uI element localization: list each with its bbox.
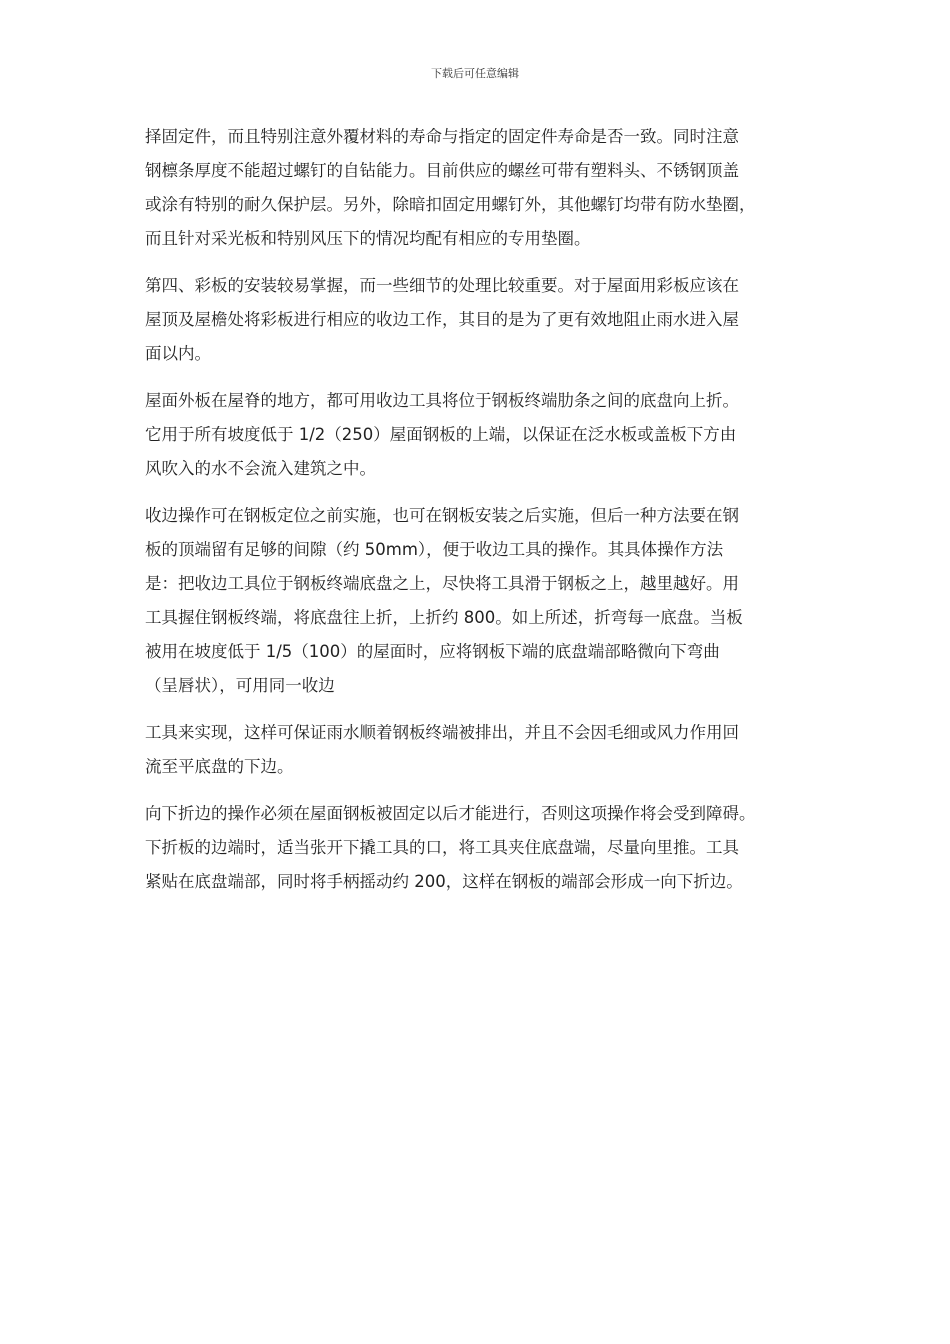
paragraph-ridge	[145, 384, 835, 486]
document-body	[145, 120, 835, 899]
text-line: 屋面外板在屋脊的地方，都可用收边工具将位于钢板终端肋条之间的底盘向上折。	[145, 391, 739, 410]
text-line: 择固定件，而且特别注意外覆材料的寿命与指定的固定件寿命是否一致。同时注意	[145, 127, 739, 146]
paragraph-gap	[145, 486, 835, 499]
text-line: 收边操作可在钢板定位之前实施，也可在钢板安装之后实施，但后一种方法要在钢	[145, 506, 739, 525]
paragraph-gap	[145, 256, 835, 269]
text-line: 板的顶端留有足够的间隙（约 50mm），便于收边工具的操作。其具体操作方法	[145, 540, 724, 559]
page-header: 下载后可任意编辑	[431, 67, 519, 80]
text-line: 被用在坡度低于 1/5（100）的屋面时，应将钢板下端的底盘端部略微向下弯曲	[145, 642, 720, 661]
text-line: 风吹入的水不会流入建筑之中。	[145, 459, 376, 478]
text-line: 向下折边的操作必须在屋面钢板被固定以后才能进行，否则这项操作将会受到障碍。	[145, 804, 756, 823]
paragraph-fasteners	[145, 120, 835, 256]
text-line: 紧贴在底盘端部，同时将手柄摇动约 200，这样在钢板的端部会形成一向下折边。	[145, 872, 743, 891]
paragraph-gap	[145, 784, 835, 797]
paragraph-gap	[145, 703, 835, 716]
paragraph-edging-operation	[145, 499, 835, 703]
text-line: 而且针对采光板和特别风压下的情况均配有相应的专用垫圈。	[145, 229, 591, 248]
paragraph-gap	[145, 371, 835, 384]
text-line: 面以内。	[145, 344, 211, 363]
text-line: 它用于所有坡度低于 1/2（250）屋面钢板的上端，以保证在泛水板或盖板下方由	[145, 425, 737, 444]
text-line: 工具握住钢板终端，将底盘往上折，上折约 800。如上所述，折弯每一底盘。当板	[145, 608, 743, 627]
paragraph-drainage	[145, 716, 835, 784]
text-line: 下折板的边端时，适当张开下撬工具的口，将工具夹住底盘端，尽量向里推。工具	[145, 838, 739, 857]
text-line: 或涂有特别的耐久保护层。另外，除暗扣固定用螺钉外，其他螺钉均带有防水垫圈，	[145, 195, 756, 214]
text-line: （呈唇状），可用同一收边	[145, 676, 335, 695]
text-line: 第四、彩板的安装较易掌握，而一些细节的处理比较重要。对于屋面用彩板应该在	[145, 276, 739, 295]
text-line: 屋顶及屋檐处将彩板进行相应的收边工作，其目的是为了更有效地阻止雨水进入屋	[145, 310, 739, 329]
paragraph-installation	[145, 269, 835, 371]
text-line: 钢檩条厚度不能超过螺钉的自钻能力。目前供应的螺丝可带有塑料头、不锈钢顶盖	[145, 161, 739, 180]
text-line: 是：把收边工具位于钢板终端底盘之上，尽快将工具滑于钢板之上，越里越好。用	[145, 574, 739, 593]
paragraph-downfold	[145, 797, 835, 899]
text-line: 工具来实现，这样可保证雨水顺着钢板终端被排出，并且不会因毛细或风力作用回	[145, 723, 739, 742]
text-line: 流至平底盘的下边。	[145, 757, 294, 776]
